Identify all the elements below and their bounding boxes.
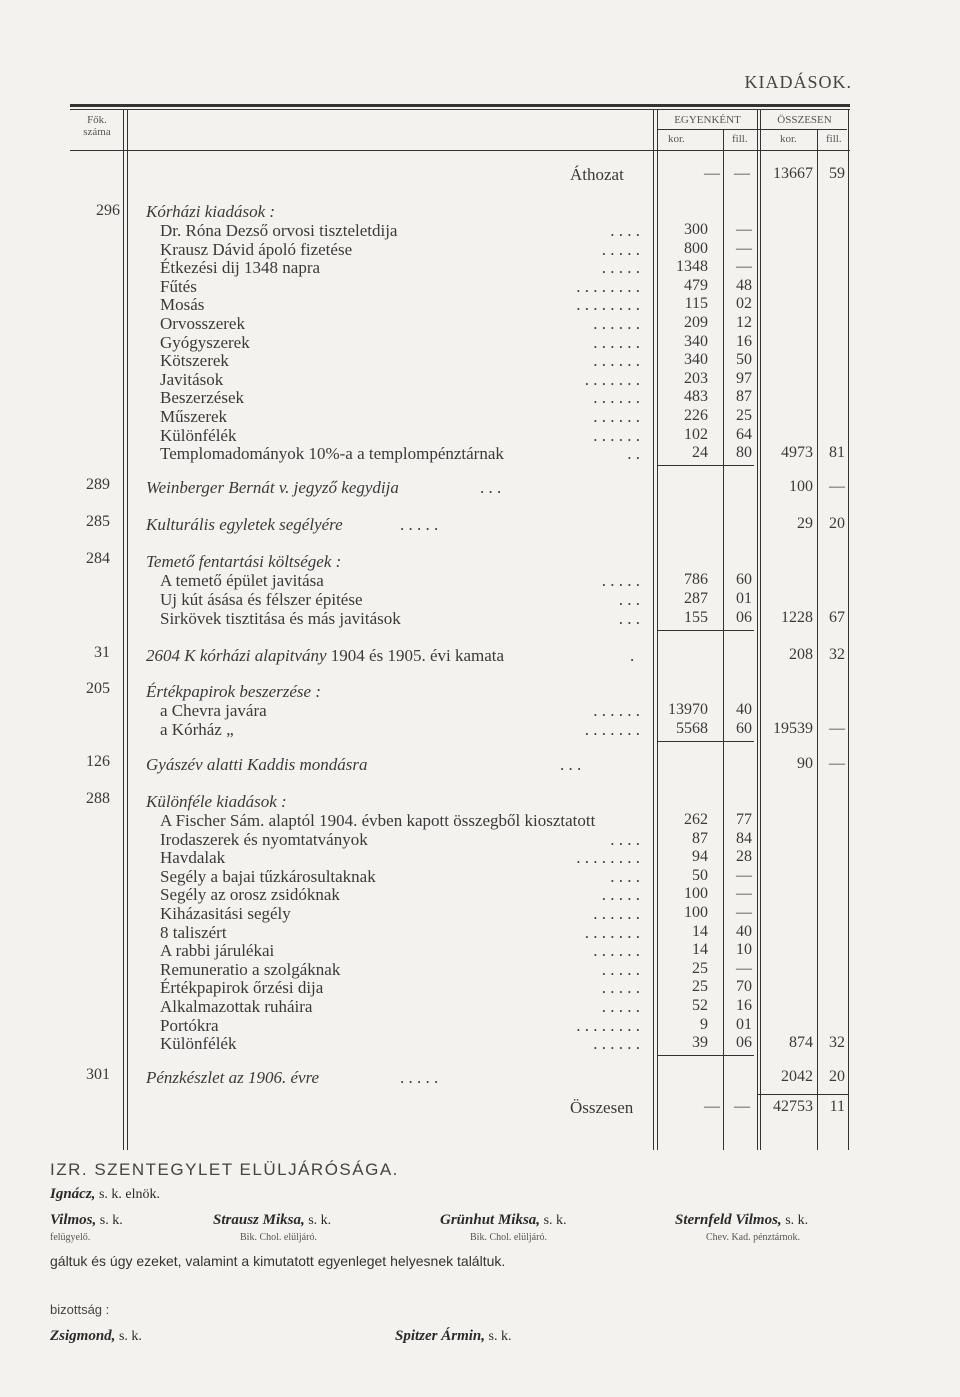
signer-name: Strausz Miksa, [213,1212,305,1228]
leader-dots: . . . [480,478,502,497]
item-text: Dr. Róna Dezső orvosi tiszteletdija [160,221,398,240]
header-subrule [657,129,847,130]
signer [50,1212,123,1229]
item-kor: 226 [684,407,708,424]
item-kor: 340 [684,351,708,369]
item-text: A temető épület javitása [160,571,324,590]
total-kor: 2042 [781,1068,813,1085]
total-fill: 20 [829,1068,845,1085]
individual-fill-header: fill. [732,133,748,145]
section-title: Gyászév alatti Kaddis mondásra [146,755,368,774]
section-title: Kórházi kiadások : [146,202,276,221]
item-fill: 40 [736,922,752,940]
president-role: s. k. elnök. [98,1187,160,1202]
item-fill: 01 [736,590,752,607]
leader-dots: . . . . . . [593,332,640,352]
item-fill: 77 [736,811,752,828]
signer-sk: s. k. [308,1213,332,1228]
top-rule-thin [70,109,850,110]
grand-total-ind-kor: — [704,1098,720,1115]
item-text: Remuneratio a szolgáknak [160,959,341,979]
subtotal-fill: 67 [829,609,845,626]
leader-dots: . . . . . . [593,425,640,445]
leader-dots: . . . . . [601,885,640,905]
item-kor: 9 [700,1015,708,1033]
leader-dots: . . . [618,609,640,628]
item-kor: 203 [684,369,708,387]
item-fill: — [736,866,752,884]
rule-account-2 [127,110,128,1150]
total-kor: 208 [789,646,813,663]
section-title: Kulturális egyletek segélyére [146,515,343,534]
total-kor: 90 [797,755,813,772]
item-kor: 87 [692,829,708,847]
leader-dots: . . . . . [400,515,439,534]
account-number: 296 [96,202,120,219]
item-kor: 300 [684,221,708,238]
rule-ind-left [653,110,654,1150]
item-fill: 06 [736,609,752,626]
leader-dots: . . . . . . [593,314,640,333]
committee-member [395,1328,511,1345]
item-kor: 340 [684,332,708,350]
total-col-header: ÖSSZESEN [777,114,832,126]
subtotal-fill: 32 [829,1034,845,1052]
item-kor: 14 [692,922,708,940]
item-text: A Fischer Sám. alaptól 1904. évben kapott összegből kiosztatott [160,811,596,830]
item-fill: 50 [736,351,752,369]
item-fill: — [736,239,752,257]
total-fill: 32 [829,646,845,663]
leader-dots: . . . . . [601,258,640,278]
committee-label: bizottság : [50,1302,110,1317]
brought-forward-label: Áthozat [570,165,624,184]
account-col-header-line2: száma [83,126,111,138]
leader-dots: . . . . . . [593,904,640,923]
leader-dots: . . . . . . . . [576,1015,640,1035]
subtotal-kor: 19539 [773,720,813,737]
leader-dots: . . . . . . . . [576,848,640,868]
subtotal-rule [657,630,754,631]
section-title: Weinberger Bernát v. jegyző kegydija [146,478,399,497]
leader-dots: . . . [618,590,640,609]
section-title [146,646,504,666]
item-kor: 24 [692,444,708,462]
account-number: 205 [86,680,110,697]
item-fill: — [736,959,752,977]
leader-dots: . . . . . [601,978,640,998]
item-fill: 25 [736,407,752,424]
total-fill: — [829,755,845,772]
individual-col-header: EGYENKÉNT [674,114,741,126]
subtotal-rule [657,741,754,742]
page-title: KIADÁSOK. [744,72,852,92]
leader-dots: . . . . . [601,959,640,979]
section-title: Pénzkészlet az 1906. évre [146,1068,320,1087]
item-kor: 800 [684,239,708,257]
subtotal-fill: 81 [829,444,845,462]
leader-dots: . . . . . . [593,941,640,961]
item-fill: 12 [736,314,752,331]
leader-dots: . . . . . . . [584,922,640,942]
total-fill-header: fill. [826,133,842,145]
leader-dots: . . . . . . . [584,720,640,739]
subtotal-rule [657,1055,754,1056]
account-number: 288 [86,790,110,807]
item-kor: 1348 [676,258,708,276]
account-number: 31 [94,644,110,661]
item-text: Gyógyszerek [160,332,250,352]
item-text: Javitások [160,369,224,389]
item-kor: 479 [684,276,708,294]
leader-dots: . . . . . . [593,407,640,426]
item-fill: 01 [736,1015,752,1033]
item-text: Alkalmazottak ruháira [160,997,313,1016]
item-fill: 40 [736,701,752,718]
item-text: Uj kút ásása és félszer épitése [160,590,363,609]
total-fill: 20 [829,515,845,532]
president-line [50,1186,160,1203]
brought-forward-ind-kor: — [704,165,720,182]
signer-sk: s. k. [543,1213,567,1228]
item-kor: 102 [684,425,708,443]
item-kor: 94 [692,848,708,866]
leader-dots: . . . . [610,866,640,886]
subtotal-fill: — [829,720,845,737]
leader-dots: . . . . . . . . [576,276,640,296]
item-kor: 115 [684,295,708,313]
signer [675,1212,808,1229]
committee-member-sk: s. k. [118,1329,142,1344]
item-kor: 52 [692,997,708,1014]
subtotal-kor: 874 [789,1034,813,1052]
item-kor: 50 [692,866,708,884]
item-text: Értékpapirok őrzési dija [160,978,324,998]
total-kor-header: kor. [780,133,797,145]
section-title: Értékpapirok beszerzése : [146,682,321,701]
audit-text: gáltuk és úgy ezeket, valamint a kimutatott egyenleget helyesnek találtuk. [50,1253,506,1269]
president-name: Ignácz, [50,1186,96,1202]
account-number: 285 [86,513,110,530]
item-text: Segély a bajai tűzkárosultaknak [160,866,376,886]
grand-total-tot-kor: 42753 [773,1098,813,1115]
top-rule [70,104,850,107]
item-kor: 287 [684,590,708,607]
item-fill: 28 [736,848,752,866]
item-kor: 100 [684,885,708,903]
leader-dots: . [630,646,635,665]
brought-forward-tot-kor: 13667 [773,165,813,182]
item-fill: — [736,904,752,921]
item-kor: 13970 [668,701,708,718]
leader-dots: . . . . . . [593,1034,640,1054]
item-kor: 25 [692,978,708,996]
leader-dots: . . . . . [400,1068,439,1087]
item-text: Fűtés [160,276,197,296]
rule-tot-mid [817,130,818,1150]
item-text: Segély az orosz zsidóknak [160,885,340,905]
signer-role: felügyelő. [50,1232,91,1243]
rule-right [848,110,849,1150]
signer-name: Grünhut Miksa, [440,1212,541,1228]
account-number: 126 [86,753,110,770]
item-kor: 262 [684,811,708,828]
leader-dots: . . . . . . . . [576,295,640,315]
signer-sk: s. k. [99,1213,123,1228]
signer-role: Chev. Kad. pénztárnok. [706,1232,801,1243]
section-title: Különféle kiadások : [146,792,287,811]
item-text: a Chevra javára [160,701,267,720]
item-text: Különfélék [160,1034,237,1054]
leader-dots: . . . . [610,221,640,240]
item-fill: 70 [736,978,752,996]
item-fill: 97 [736,369,752,387]
item-fill: 06 [736,1034,752,1052]
item-text: Irodaszerek és nyomtatványok [160,829,368,849]
subtotal-rule [657,465,754,466]
item-text: A rabbi járulékai [160,941,275,961]
item-fill: 60 [736,571,752,588]
rule-account [123,110,124,1150]
total-kor: 29 [797,515,813,532]
item-text: Krausz Dávid ápoló fizetése [160,239,353,259]
signer [213,1212,331,1229]
org-name: IZR. SZENTEGYLET ELÜLJÁRÓSÁGA. [50,1160,399,1179]
header-bottom-rule [70,150,850,151]
total-kor: 100 [789,478,813,495]
section-title-rest: 1904 és 1905. évi kamata [330,646,505,665]
account-col-header [74,114,120,138]
item-text: Különfélék [160,425,237,445]
item-text: 8 taliszért [160,922,227,942]
leader-dots: . . . . . . [593,351,640,371]
item-fill: 84 [736,829,752,847]
leader-dots: . . . . . . [593,388,640,408]
account-number: 289 [86,476,110,493]
item-text: Kötszerek [160,351,229,371]
section-title: Temető fentartási költségek : [146,552,342,571]
leader-dots: . . . . . [601,997,640,1016]
grand-total-label: Összesen [570,1098,634,1117]
item-fill: 02 [736,295,752,313]
item-text: Orvosszerek [160,314,245,333]
item-fill: 60 [736,720,752,737]
leader-dots: . . [627,444,640,464]
signer-role: Bik. Chol. elüljáró. [240,1232,317,1243]
account-col-header-line1: Fők. [87,114,107,126]
account-number: 301 [86,1066,110,1083]
item-fill: 10 [736,941,752,959]
subtotal-kor: 4973 [781,444,813,462]
grand-total-ind-fill: — [734,1098,750,1115]
item-kor: 483 [684,388,708,406]
leader-dots: . . . . . . [593,701,640,720]
item-text: a Kórház „ [160,720,234,739]
total-fill: — [829,478,845,495]
committee-member-sk: s. k. [488,1329,512,1344]
brought-forward-tot-fill: 59 [829,165,845,182]
item-fill: — [736,885,752,903]
item-fill: 80 [736,444,752,462]
item-fill: 87 [736,388,752,406]
item-kor: 209 [684,314,708,331]
item-kor: 14 [692,941,708,959]
rule-tot-left [757,110,758,1150]
item-text: Mosás [160,295,205,315]
item-fill: 16 [736,997,752,1014]
item-kor: 25 [692,959,708,977]
leader-dots: . . . . [610,829,640,849]
item-text: Portókra [160,1015,219,1035]
brought-forward-ind-fill: — [734,165,750,182]
individual-kor-header: kor. [668,133,685,145]
section-title-italic: 2604 K kórházi alapitvány [146,646,327,665]
committee-member-name: Zsigmond, [50,1328,116,1344]
committee-member-name: Spitzer Ármin, [395,1328,486,1344]
item-kor: 155 [684,609,708,626]
item-fill: 16 [736,332,752,350]
item-kor: 100 [684,904,708,921]
item-text: Kiházasitási segély [160,904,291,923]
item-text: Havdalak [160,848,226,868]
item-text: Sirkövek tisztitása és más javitások [160,609,401,628]
grand-total-tot-fill: 11 [829,1098,845,1115]
item-kor: 5568 [676,720,708,737]
leader-dots: . . . . . [601,571,640,590]
leader-dots: . . . . . [601,239,640,259]
item-text: Templomadományok 10%-a a templompénztárnak [160,444,504,464]
signer-sk: s. k. [785,1213,809,1228]
item-fill: 48 [736,276,752,294]
item-kor: 786 [684,571,708,588]
item-text: Étkezési dij 1348 napra [160,258,321,278]
item-text: Műszerek [160,407,228,426]
item-kor: 39 [692,1034,708,1052]
account-number: 284 [86,550,110,567]
signer-name: Vilmos, [50,1212,97,1228]
signer [440,1212,567,1229]
leader-dots: . . . [560,755,582,774]
signer-role: Bik. Chol. elüljáró. [470,1232,547,1243]
signer-name: Sternfeld Vilmos, [675,1212,782,1228]
leader-dots: . . . . . . . [584,369,640,389]
item-fill: — [736,258,752,276]
subtotal-kor: 1228 [781,609,813,626]
total-rule-tot [757,1094,848,1095]
committee-member [50,1328,142,1345]
item-text: Beszerzések [160,388,245,408]
item-fill: — [736,221,752,238]
item-fill: 64 [736,425,752,443]
rule-tot-left-2 [760,110,761,1150]
